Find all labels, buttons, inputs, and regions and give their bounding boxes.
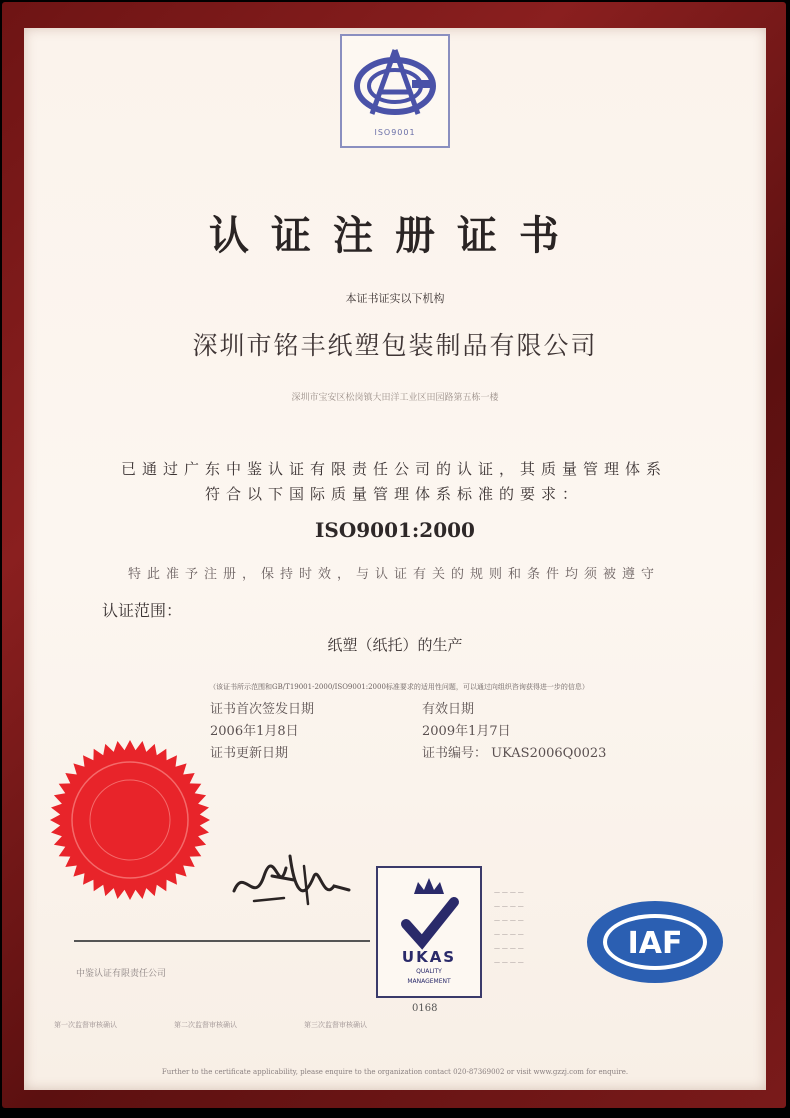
cert-number-label: 证书编号：: [422, 746, 488, 761]
ukas-mark: [376, 866, 482, 998]
company-address: 深圳市宝安区松岗镇大田洋工业区田园路第五栋一楼: [291, 393, 499, 403]
certificate-paper: [24, 28, 766, 1090]
scope-text: 纸塑（纸托）的生产: [327, 636, 463, 654]
scope-label: 认证范围：: [102, 601, 183, 620]
ukas-code: 0168: [412, 1003, 438, 1014]
ukas-text: UKAS: [401, 948, 457, 966]
fine-print: （该证书所示范围和GB/T19001-2000/ISO9001:2000标准要求的适用性问题，可以通过向组织咨询获得进一步的信息）: [209, 683, 589, 691]
valid-date: 2009年1月7日: [422, 724, 511, 739]
ukas-sub1: QUALITY: [416, 968, 442, 975]
paragraph-2: 特此准予注册，保持时效，与认证有关的规则和条件均须被遵守: [127, 567, 660, 582]
iaf-mark: [584, 898, 726, 990]
red-seal-icon: [46, 736, 214, 908]
signature-icon: [224, 846, 354, 920]
iaf-logo-icon: [584, 898, 726, 986]
intro-text: 本证书证实以下机构: [345, 292, 445, 305]
update-label: 证书更新日期: [210, 746, 289, 761]
company-name: 深圳市铭丰纸塑包装制品有限公司: [192, 331, 598, 360]
standard-name: ISO9001:2000: [315, 518, 475, 542]
footer-note: Further to the certificate applicability, please enquire to the organization contact 020-87369002 or visit www.gzzj.com for enquire.: [161, 1068, 629, 1076]
surveillance-2-label: 第二次监督审核确认: [174, 1021, 237, 1029]
issuing-organization: 中鉴认证有限责任公司: [76, 969, 167, 979]
cg-logo-icon: [350, 44, 440, 124]
logo-caption: ISO9001: [374, 128, 416, 137]
cert-number: [422, 742, 606, 761]
paragraph-1-line-2: 符合以下国际质量管理体系标准的要求：: [204, 485, 583, 503]
cert-number-value: UKAS2006Q0023: [491, 746, 607, 761]
certificate-title: 认证注册证书: [209, 213, 581, 259]
decorative-fine-lines: — — — — — — — — — — — — — — — — — — — — — — — —: [494, 889, 524, 966]
ukas-sub2: MANAGEMENT: [407, 978, 451, 985]
signature-line: [74, 940, 370, 942]
certification-logo: [340, 34, 450, 148]
first-issue-label: 证书首次签发日期: [210, 702, 315, 717]
ukas-crown-tick-icon: [378, 868, 480, 996]
first-issue-date: 2006年1月8日: [210, 724, 299, 739]
surveillance-1-label: 第一次监督审核确认: [54, 1021, 117, 1029]
surveillance-3-label: 第三次监督审核确认: [304, 1021, 367, 1029]
valid-label: 有效日期: [422, 702, 475, 717]
paragraph-1-line-1: 已通过广东中鉴认证有限责任公司的认证，其质量管理体系: [120, 460, 667, 478]
iaf-text: IAF: [627, 926, 683, 961]
